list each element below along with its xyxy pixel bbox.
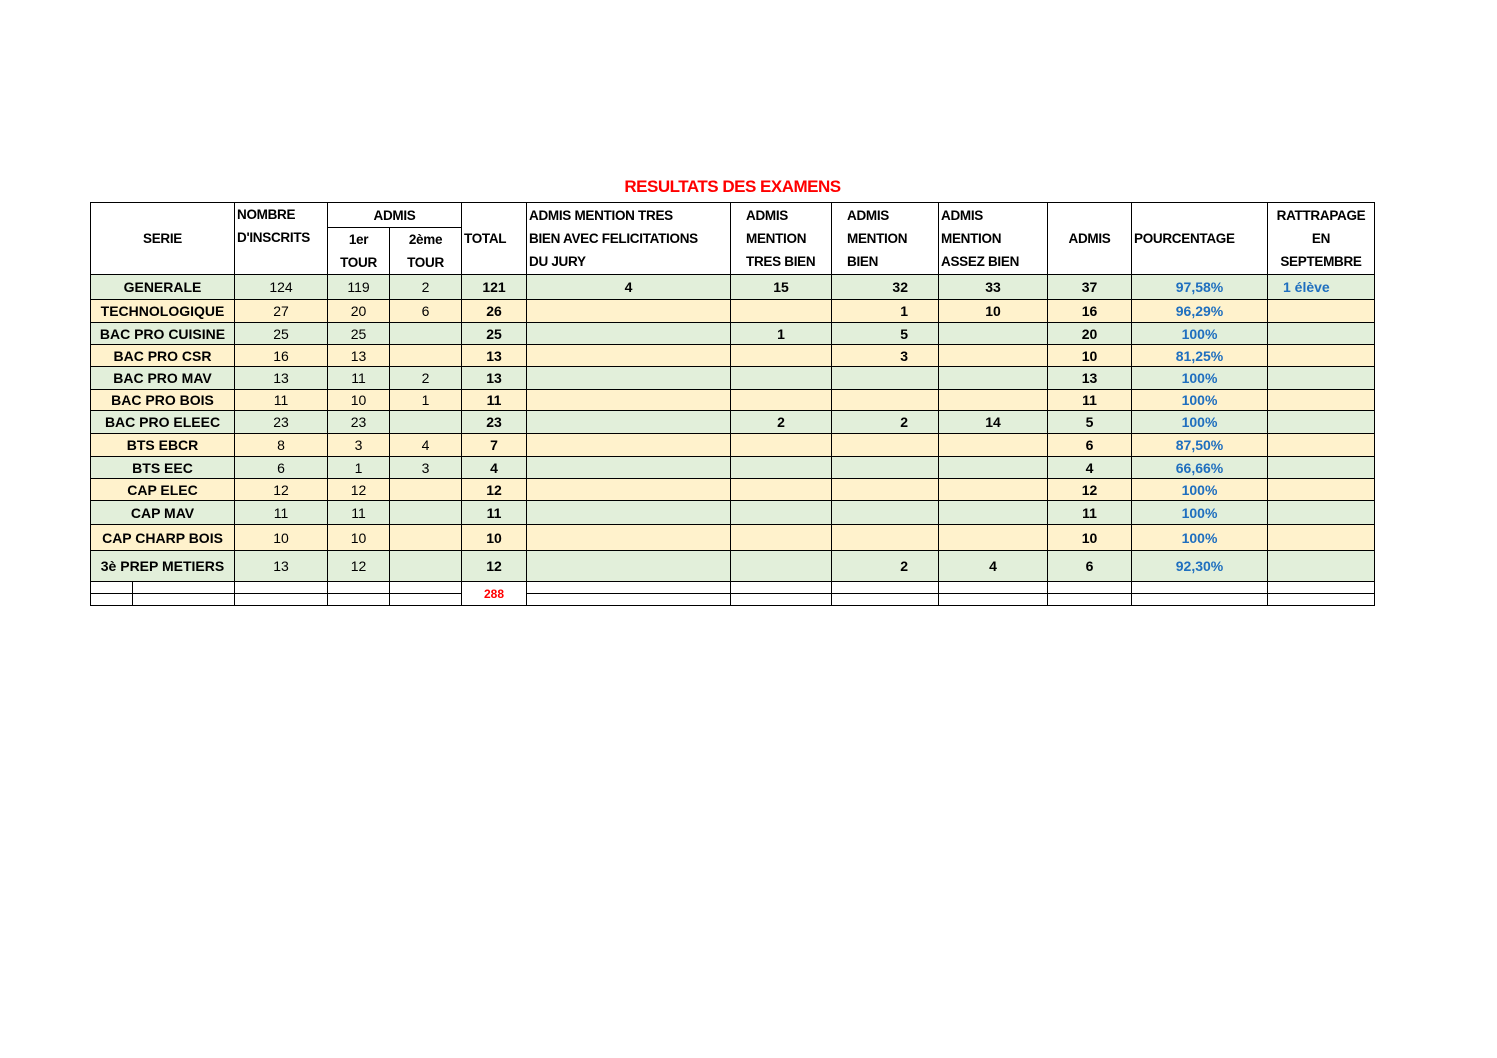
header-text: 1er bbox=[348, 232, 369, 247]
cell-tour1: 12 bbox=[328, 551, 390, 582]
grand-total: 288 bbox=[462, 582, 527, 606]
empty-cell bbox=[527, 594, 731, 606]
cell-serie: BAC PRO CSR bbox=[91, 345, 235, 367]
cell-total: 11 bbox=[462, 390, 527, 411]
empty-cell bbox=[832, 594, 939, 606]
cell-tb: 2 bbox=[731, 411, 832, 434]
cell-total: 26 bbox=[462, 300, 527, 323]
cell-ratt bbox=[1268, 551, 1375, 582]
header-text: 2ème bbox=[408, 232, 443, 247]
cell-tour2 bbox=[390, 525, 462, 551]
header-text: ADMIS bbox=[941, 208, 983, 223]
cell-admis: 11 bbox=[1048, 501, 1132, 525]
cell-ab bbox=[939, 457, 1048, 479]
header-text: BIEN bbox=[847, 254, 879, 269]
cell-inscrits: 6 bbox=[235, 457, 328, 479]
cell-pct: 81,25% bbox=[1132, 345, 1268, 367]
cell-admis: 37 bbox=[1048, 275, 1132, 300]
cell-ratt bbox=[1268, 345, 1375, 367]
empty-cell bbox=[1268, 582, 1375, 594]
cell-inscrits: 124 bbox=[235, 275, 328, 300]
table-row bbox=[91, 411, 1375, 434]
cell-felic bbox=[527, 411, 731, 434]
cell-tour1: 11 bbox=[328, 501, 390, 525]
cell-tour2 bbox=[390, 479, 462, 501]
cell-bien bbox=[832, 434, 939, 457]
cell-tb bbox=[731, 457, 832, 479]
cell-inscrits: 10 bbox=[235, 525, 328, 551]
empty-cell bbox=[390, 594, 462, 606]
table-row bbox=[91, 479, 1375, 501]
cell-tour1: 10 bbox=[328, 390, 390, 411]
header-text: BIEN AVEC FELICITATIONS bbox=[529, 231, 698, 246]
cell-bien: 32 bbox=[832, 275, 939, 300]
table-row bbox=[91, 367, 1375, 390]
cell-tour2 bbox=[390, 345, 462, 367]
cell-tour2 bbox=[390, 323, 462, 345]
cell-serie: BAC PRO ELEEC bbox=[91, 411, 235, 434]
cell-admis: 20 bbox=[1048, 323, 1132, 345]
cell-tb bbox=[731, 551, 832, 582]
empty-cell bbox=[235, 582, 328, 594]
cell-inscrits: 13 bbox=[235, 551, 328, 582]
cell-tb bbox=[731, 501, 832, 525]
cell-inscrits: 25 bbox=[235, 323, 328, 345]
cell-felic bbox=[527, 479, 731, 501]
table-row bbox=[91, 457, 1375, 479]
cell-ab bbox=[939, 323, 1048, 345]
cell-inscrits: 8 bbox=[235, 434, 328, 457]
cell-felic bbox=[527, 390, 731, 411]
header-text: TOUR bbox=[340, 255, 377, 270]
cell-tour2: 1 bbox=[390, 390, 462, 411]
cell-ab bbox=[939, 434, 1048, 457]
cell-serie: BAC PRO BOIS bbox=[91, 390, 235, 411]
header-tres-bien bbox=[731, 203, 832, 275]
header-bien bbox=[832, 203, 939, 275]
cell-total: 23 bbox=[462, 411, 527, 434]
cell-pct: 100% bbox=[1132, 479, 1268, 501]
cell-ratt bbox=[1268, 434, 1375, 457]
empty-cell bbox=[731, 582, 832, 594]
cell-felic bbox=[527, 345, 731, 367]
cell-tour1: 20 bbox=[328, 300, 390, 323]
cell-ratt bbox=[1268, 457, 1375, 479]
cell-inscrits: 27 bbox=[235, 300, 328, 323]
cell-felic: 4 bbox=[527, 275, 731, 300]
results-table bbox=[90, 202, 1375, 606]
cell-total: 7 bbox=[462, 434, 527, 457]
header-pourcentage: POURCENTAGE bbox=[1132, 203, 1268, 275]
cell-felic bbox=[527, 457, 731, 479]
cell-pct: 100% bbox=[1132, 390, 1268, 411]
cell-ab bbox=[939, 390, 1048, 411]
header-text: ADMIS bbox=[847, 208, 889, 223]
empty-cell bbox=[133, 594, 235, 606]
header-text: NOMBRE bbox=[237, 207, 296, 222]
cell-bien: 5 bbox=[832, 323, 939, 345]
cell-felic bbox=[527, 367, 731, 390]
empty-cell bbox=[832, 582, 939, 594]
cell-ratt bbox=[1268, 501, 1375, 525]
cell-admis: 5 bbox=[1048, 411, 1132, 434]
cell-pct: 87,50% bbox=[1132, 434, 1268, 457]
empty-cell bbox=[328, 594, 390, 606]
cell-tour1: 23 bbox=[328, 411, 390, 434]
cell-ab bbox=[939, 367, 1048, 390]
page-title: RESULTATS DES EXAMENS bbox=[624, 177, 841, 196]
cell-tour2 bbox=[390, 411, 462, 434]
header-felicitations bbox=[527, 203, 731, 275]
cell-tb bbox=[731, 367, 832, 390]
cell-ab: 33 bbox=[939, 275, 1048, 300]
cell-tour1: 11 bbox=[328, 367, 390, 390]
table-row bbox=[91, 345, 1375, 367]
cell-tour1: 10 bbox=[328, 525, 390, 551]
cell-pct: 100% bbox=[1132, 411, 1268, 434]
cell-pct: 100% bbox=[1132, 501, 1268, 525]
cell-total: 12 bbox=[462, 479, 527, 501]
empty-cell bbox=[235, 594, 328, 606]
header-text: MENTION bbox=[847, 231, 908, 246]
cell-ratt: 1 élève bbox=[1268, 275, 1375, 300]
empty-cell bbox=[133, 582, 235, 594]
cell-serie: BTS EEC bbox=[91, 457, 235, 479]
cell-pct: 96,29% bbox=[1132, 300, 1268, 323]
table-row bbox=[91, 525, 1375, 551]
header-text: TRES BIEN bbox=[746, 254, 816, 269]
header-text: D'INSCRITS bbox=[237, 230, 310, 245]
cell-tour2 bbox=[390, 551, 462, 582]
cell-pct: 100% bbox=[1132, 367, 1268, 390]
cell-ab: 10 bbox=[939, 300, 1048, 323]
cell-bien bbox=[832, 525, 939, 551]
header-assez-bien bbox=[939, 203, 1048, 275]
cell-pct: 97,58% bbox=[1132, 275, 1268, 300]
cell-ratt bbox=[1268, 323, 1375, 345]
cell-serie: CAP MAV bbox=[91, 501, 235, 525]
header-admis-group: ADMIS bbox=[328, 203, 462, 228]
cell-pct: 92,30% bbox=[1132, 551, 1268, 582]
header-text: MENTION bbox=[746, 231, 807, 246]
header-tour1 bbox=[328, 228, 390, 275]
cell-admis: 11 bbox=[1048, 390, 1132, 411]
cell-ab: 4 bbox=[939, 551, 1048, 582]
cell-total: 11 bbox=[462, 501, 527, 525]
cell-inscrits: 11 bbox=[235, 501, 328, 525]
cell-total: 25 bbox=[462, 323, 527, 345]
cell-serie: TECHNOLOGIQUE bbox=[91, 300, 235, 323]
cell-inscrits: 13 bbox=[235, 367, 328, 390]
cell-total: 13 bbox=[462, 345, 527, 367]
cell-tb bbox=[731, 479, 832, 501]
cell-bien bbox=[832, 457, 939, 479]
cell-tour2: 2 bbox=[390, 367, 462, 390]
cell-admis: 13 bbox=[1048, 367, 1132, 390]
cell-tour1: 1 bbox=[328, 457, 390, 479]
cell-tb: 1 bbox=[731, 323, 832, 345]
cell-total: 121 bbox=[462, 275, 527, 300]
empty-cell bbox=[1048, 594, 1132, 606]
cell-felic bbox=[527, 501, 731, 525]
cell-bien: 2 bbox=[832, 411, 939, 434]
cell-total: 10 bbox=[462, 525, 527, 551]
cell-tour1: 12 bbox=[328, 479, 390, 501]
table-row bbox=[91, 323, 1375, 345]
cell-ratt bbox=[1268, 300, 1375, 323]
empty-cell bbox=[1048, 582, 1132, 594]
cell-ab bbox=[939, 479, 1048, 501]
cell-tb bbox=[731, 345, 832, 367]
empty-cell bbox=[527, 582, 731, 594]
header-tour2 bbox=[390, 228, 462, 275]
header-text: RATTRAPAGE bbox=[1276, 208, 1366, 223]
cell-bien bbox=[832, 367, 939, 390]
cell-bien: 1 bbox=[832, 300, 939, 323]
header-admis: ADMIS bbox=[1048, 203, 1132, 275]
cell-ab bbox=[939, 501, 1048, 525]
header-text: ASSEZ BIEN bbox=[941, 254, 1020, 269]
empty-cell bbox=[939, 594, 1048, 606]
cell-tb bbox=[731, 525, 832, 551]
cell-serie: CAP CHARP BOIS bbox=[91, 525, 235, 551]
cell-tour2 bbox=[390, 501, 462, 525]
cell-ratt bbox=[1268, 525, 1375, 551]
cell-felic bbox=[527, 525, 731, 551]
cell-inscrits: 16 bbox=[235, 345, 328, 367]
cell-serie: CAP ELEC bbox=[91, 479, 235, 501]
cell-ab: 14 bbox=[939, 411, 1048, 434]
header-text: ADMIS MENTION TRES bbox=[529, 208, 673, 223]
cell-tour1: 119 bbox=[328, 275, 390, 300]
cell-ab bbox=[939, 525, 1048, 551]
cell-ab bbox=[939, 345, 1048, 367]
header-inscrits bbox=[235, 203, 328, 275]
header-text: EN bbox=[1311, 231, 1331, 246]
header-text: MENTION bbox=[941, 231, 1002, 246]
footer-row bbox=[91, 594, 1375, 606]
empty-cell bbox=[328, 582, 390, 594]
cell-tb bbox=[731, 390, 832, 411]
cell-tour1: 25 bbox=[328, 323, 390, 345]
cell-tour2: 6 bbox=[390, 300, 462, 323]
cell-admis: 6 bbox=[1048, 434, 1132, 457]
table-row bbox=[91, 434, 1375, 457]
empty-cell bbox=[390, 582, 462, 594]
header-text: SEPTEMBRE bbox=[1280, 254, 1362, 269]
cell-ratt bbox=[1268, 479, 1375, 501]
header-text: TOUR bbox=[407, 255, 444, 270]
cell-tb bbox=[731, 434, 832, 457]
cell-admis: 12 bbox=[1048, 479, 1132, 501]
cell-pct: 66,66% bbox=[1132, 457, 1268, 479]
header-serie: SERIE bbox=[91, 203, 235, 275]
cell-ratt bbox=[1268, 367, 1375, 390]
empty-cell bbox=[91, 582, 133, 594]
cell-bien: 2 bbox=[832, 551, 939, 582]
cell-tb bbox=[731, 300, 832, 323]
table-row bbox=[91, 501, 1375, 525]
cell-pct: 100% bbox=[1132, 323, 1268, 345]
empty-cell bbox=[939, 582, 1048, 594]
empty-cell bbox=[1132, 594, 1268, 606]
header-total: TOTAL bbox=[462, 203, 527, 275]
cell-admis: 10 bbox=[1048, 345, 1132, 367]
cell-bien bbox=[832, 479, 939, 501]
cell-felic bbox=[527, 551, 731, 582]
cell-admis: 6 bbox=[1048, 551, 1132, 582]
header-text: DU JURY bbox=[529, 254, 586, 269]
cell-tour2: 4 bbox=[390, 434, 462, 457]
cell-total: 12 bbox=[462, 551, 527, 582]
cell-pct: 100% bbox=[1132, 525, 1268, 551]
empty-cell bbox=[1268, 594, 1375, 606]
footer-row bbox=[91, 582, 1375, 594]
header-rattrapage bbox=[1268, 203, 1375, 275]
cell-inscrits: 23 bbox=[235, 411, 328, 434]
cell-total: 4 bbox=[462, 457, 527, 479]
table-row bbox=[91, 300, 1375, 323]
cell-ratt bbox=[1268, 411, 1375, 434]
cell-total: 13 bbox=[462, 367, 527, 390]
cell-inscrits: 11 bbox=[235, 390, 328, 411]
cell-serie: BTS EBCR bbox=[91, 434, 235, 457]
cell-serie: BAC PRO MAV bbox=[91, 367, 235, 390]
cell-inscrits: 12 bbox=[235, 479, 328, 501]
empty-cell bbox=[91, 594, 133, 606]
cell-serie: BAC PRO CUISINE bbox=[91, 323, 235, 345]
cell-tb: 15 bbox=[731, 275, 832, 300]
cell-bien bbox=[832, 501, 939, 525]
cell-serie: GENERALE bbox=[91, 275, 235, 300]
cell-felic bbox=[527, 300, 731, 323]
cell-tour2: 2 bbox=[390, 275, 462, 300]
cell-tour2: 3 bbox=[390, 457, 462, 479]
cell-ratt bbox=[1268, 390, 1375, 411]
cell-admis: 16 bbox=[1048, 300, 1132, 323]
cell-tour1: 13 bbox=[328, 345, 390, 367]
cell-bien: 3 bbox=[832, 345, 939, 367]
cell-serie: 3è PREP METIERS bbox=[91, 551, 235, 582]
cell-tour1: 3 bbox=[328, 434, 390, 457]
cell-admis: 10 bbox=[1048, 525, 1132, 551]
header-text: ADMIS bbox=[746, 208, 788, 223]
table-row bbox=[91, 390, 1375, 411]
table-row bbox=[91, 275, 1375, 300]
cell-admis: 4 bbox=[1048, 457, 1132, 479]
cell-felic bbox=[527, 323, 731, 345]
table-row bbox=[91, 551, 1375, 582]
empty-cell bbox=[1132, 582, 1268, 594]
cell-felic bbox=[527, 434, 731, 457]
empty-cell bbox=[731, 594, 832, 606]
cell-bien bbox=[832, 390, 939, 411]
